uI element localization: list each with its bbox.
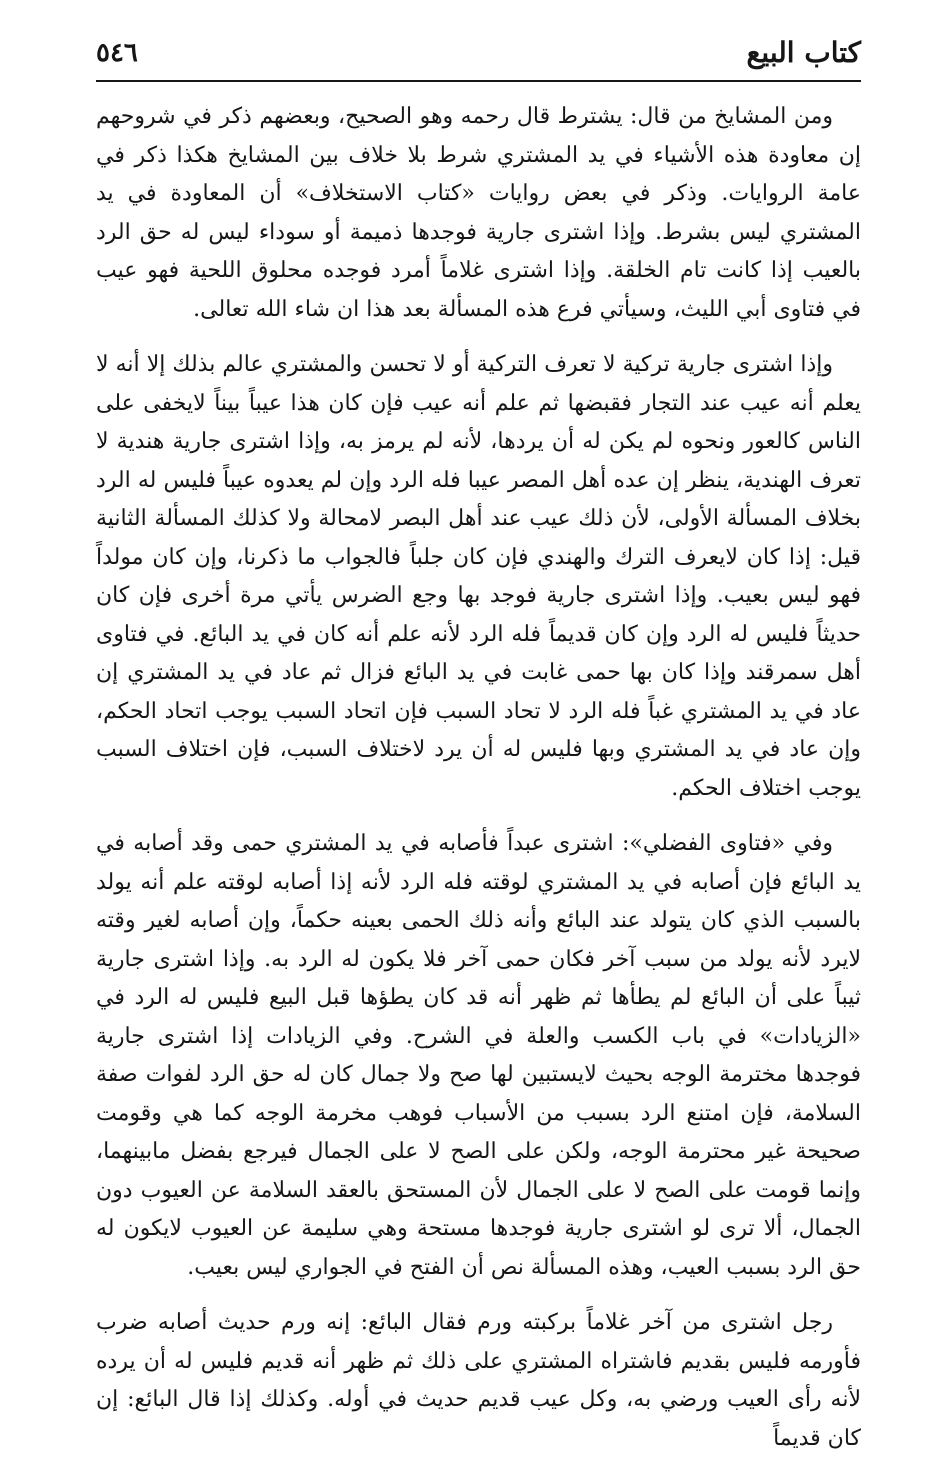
page-header xyxy=(96,32,861,82)
paragraph: وفي «فتاوى الفضلي»: اشترى عبداً فأصابه في يد المشتري حمى وقد أصابه في يد البائع فإن أصابه في يد المشتري لوقته فله الرد لأنه إذا أصابه لوقته علم أنه يولد بالسبب الذي كان يتولد عند البائع وأنه ذلك الحمى بعينه حكماً، وإن أصابه لغير وقته لايرد لأنه يولد من سبب آخر فكان حمى آخر فلا يكون له الرد به. وإذا اشترى جارية ثيباً على أن البائع لم يطأها ثم ظهر أنه قد كان يطؤها قبل البيع فليس له الرد في «الزيادات» في باب الكسب والعلة في الشرح. وفي الزيادات إذا اشترى جارية فوجدها مخترمة الوجه بحيث لايستبين لها صح ولا جمال كان له حق الرد لفوات صفة السلامة، فإن امتنع الرد بسبب من الأسباب فوهب مخرمة الوجه كما هي وقومت صحيحة غير محترمة الوجه، ولكن على الصح لا على الجمال فيرجع بفضل مابينهما، وإنما قومت على الصح لا على الجمال لأن المستحق بالعقد السلامة عن العيوب دون الجمال، ألا ترى لو اشترى جارية فوجدها مستحة وهي سليمة عن العيوب لايكون له حق الرد بسبب العيب، وهذه المسألة نص أن الفتح في الجواري ليس بعيب. xyxy=(96,831,861,1280)
page-number: ٥٤٦ xyxy=(96,38,138,68)
paragraph: رجل اشترى من آخر غلاماً بركبته ورم فقال البائع: إنه ورم حديث أصابه ضرب فأورمه فليس بقديم فاشتراه المشتري على ذلك ثم ظهر أنه قديم فليس له أن يرده لأنه رأى العيب ورضي به، وكل عيب قديم حديث في أوله. وكذلك إذا قال البائع: إن كان قديماً xyxy=(96,1310,861,1451)
paragraph: وإذا اشترى جارية تركية لا تعرف التركية أو لا تحسن والمشتري عالم بذلك إلا أنه لا يعلم أنه عيب عند التجار فقبضها ثم علم أنه عيب فإن كان هذا عيباً بيناً لايخفى على الناس كالعور ونحوه لم يكن له أن يردها، لأنه لم يرمز به، وإذا اشترى جارية هندية لا تعرف الهندية، ينظر إن عده أهل المصر عيبا فله الرد وإن لم يعدوه عيباً فليس له الرد بخلاف المسألة الأولى، لأن ذلك عيب عند أهل البصر لامحالة ولا كذلك المسألة الثانية قيل: إذا كان لايعرف الترك والهندي فإن كان جلباً فالجواب ما ذكرنا، وإن كان مولداً فهو ليس بعيب. وإذا اشترى جارية فوجد بها وجع الضرس يأتي مرة أخرى فإن كان حديثاً فليس له الرد وإن كان قديماً فله الرد لأنه علم أنه كان في يد البائع. في فتاوى أهل سمرقند وإذا كان بها حمى غابت في يد البائع فزال ثم عاد في يد المشتري إن عاد في يد المشتري غباً فله الرد لا تحاد السبب فإن اتحاد السبب يوجب اتحاد الحكم، وإن عاد في يد المشتري وبها فليس له أن يرد لاختلاف السبب، فإن اختلاف السبب يوجب اختلاف الحكم. xyxy=(96,352,861,801)
body-text xyxy=(96,98,861,1458)
running-head: كتاب البيع xyxy=(746,36,861,69)
paragraph: ومن المشايخ من قال: يشترط قال رحمه وهو الصحيح، وبعضهم ذكر في شروحهم إن معاودة هذه الأشياء في يد المشتري شرط بلا خلاف بين المشايخ هكذا ذكر في عامة الروايات. وذكر في بعض روايات «كتاب الاستخلاف» أن المعاودة في يد المشتري ليس بشرط. وإذا اشترى جارية فوجدها ذميمة أو سوداء ليس له حق الرد بالعيب إذا كانت تام الخلقة. وإذا اشترى غلاماً أمرد فوجده محلوق اللحية فهو عيب في فتاوى أبي الليث، وسيأتي فرع هذه المسألة بعد هذا ان شاء الله تعالى. xyxy=(96,104,861,322)
